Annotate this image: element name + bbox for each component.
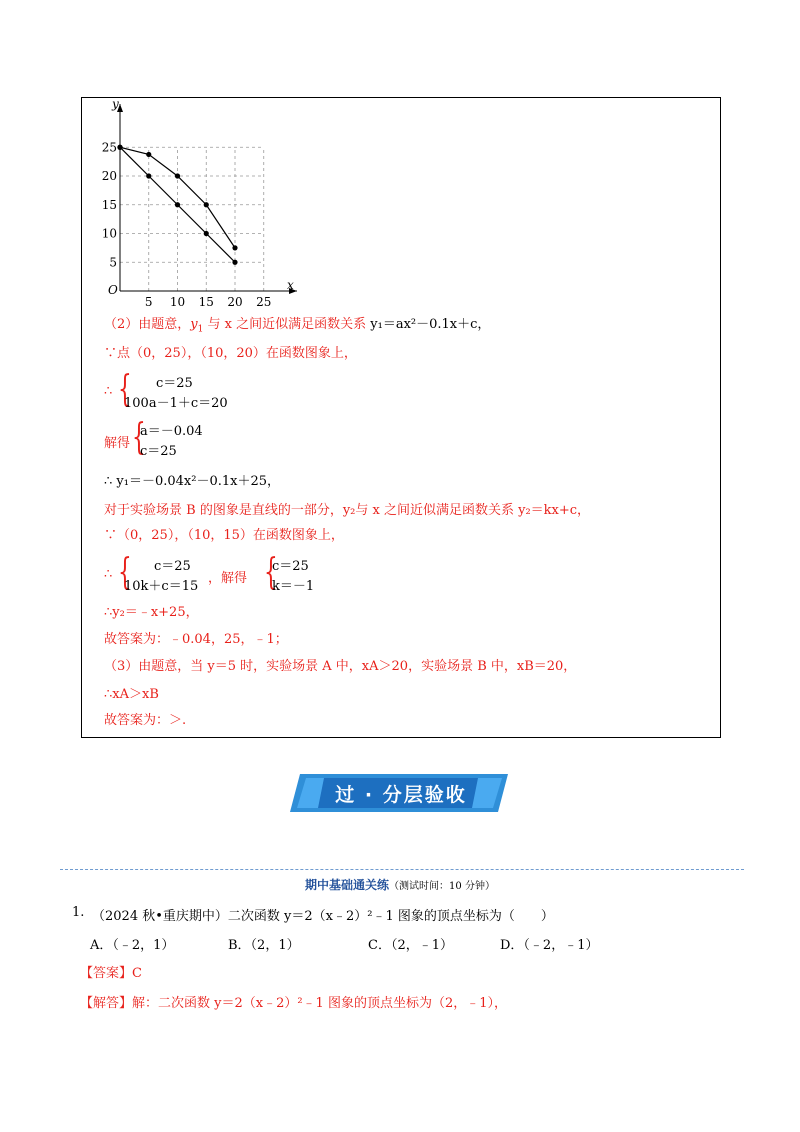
answer-line: 【答案】C bbox=[80, 966, 142, 981]
origin-label: O bbox=[108, 283, 118, 297]
solution-line-2: ∵点（0，25），（10，20）在函数图象上， bbox=[104, 346, 357, 361]
x-axis-label: x bbox=[287, 278, 294, 292]
option-c: C．（2，﹣1） bbox=[368, 938, 453, 953]
solution-line-10: 故答案为：﹣0.04，25，﹣1； bbox=[104, 632, 288, 647]
x-tick-label: 10 bbox=[169, 295, 186, 308]
y-tick-label: 25 bbox=[102, 140, 117, 155]
solution-line-1: （2）由题意，$y_1$ 与 x 之间近似满足函数关系 y₁＝ax²－0.1x＋c， bbox=[104, 317, 491, 335]
x-tick-label: 5 bbox=[144, 295, 153, 308]
solution-line-5: ∴ y₁＝－0.04x²－0.1x＋25， bbox=[104, 474, 280, 489]
x-tick-label: 20 bbox=[227, 295, 243, 308]
function-graph bbox=[102, 98, 362, 308]
data-point bbox=[204, 231, 209, 236]
section-divider bbox=[60, 869, 744, 870]
x-tick-label: 25 bbox=[256, 295, 272, 308]
solution-box: y x O 25 20 15 10 5 5 10 15 20 25 （2）由题意，$y_1$ 与 x 之间近似满足函数关系 y₁＝ax²－0.1x＋c， ∵点（0，25），（10，20）在函数图象上， ∴ { c＝25 100a－1＋c＝20 解得 { a＝－0.04 c＝25 ∴ y₁＝－0.04x²－0.1x＋25， 对于实验场景 B 的图象是直线的一部分，y₂与 x 之间近似满足函数关系 y₂＝kx+c， ∵（0，25），（10，15）在函数图象上， ∴ { c＝25 10k＋c＝15 ，解得 { c＝25 k＝－1 ∴y₂＝﹣x+25， 故答案为：﹣0.04，25，﹣1； （3）由题意，当 y＝5 时，实验场景 A 中，xA＞20，实验场景 B 中，xB＝20， ∴xA＞xB 故答案为：＞. bbox=[81, 97, 721, 738]
solution-line-7: ∵（0，25），（10，15）在函数图象上， bbox=[104, 528, 344, 543]
data-point bbox=[146, 152, 151, 157]
data-point bbox=[232, 260, 237, 265]
y-tick-label: 10 bbox=[102, 226, 117, 241]
x-tick-label: 15 bbox=[198, 295, 214, 308]
section-note: （测试时间：10 分钟） bbox=[389, 881, 495, 892]
option-d: D．（﹣2，﹣1） bbox=[500, 938, 599, 953]
solution-line-13: 故答案为：＞. bbox=[104, 713, 187, 728]
solution-line-12: ∴xA＞xB bbox=[104, 687, 159, 702]
y-axis-label: y bbox=[112, 98, 119, 111]
data-point bbox=[117, 145, 122, 150]
solution-line-9: ∴y₂＝﹣x+25， bbox=[104, 605, 199, 620]
system-3: ∴ { c＝25 10k＋c＝15 ，解得 { c＝25 k＝－1 bbox=[104, 552, 315, 594]
question-number: 1. bbox=[72, 905, 85, 920]
y-tick-label: 20 bbox=[102, 169, 117, 183]
solution-line-6: 对于实验场景 B 的图象是直线的一部分，y₂与 x 之间近似满足函数关系 y₂＝kx+c， bbox=[104, 503, 591, 518]
y-tick-label: 15 bbox=[102, 197, 117, 212]
section-title: 期中基础通关练 bbox=[305, 878, 390, 892]
question-stem: （2024 秋•重庆期中）二次函数 y＝2（x﹣2）²﹣1 图象的顶点坐标为（ ） bbox=[92, 909, 554, 924]
option-b: B．（2，1） bbox=[228, 938, 300, 953]
section-banner bbox=[286, 770, 516, 816]
solution-line-11: （3）由题意，当 y＝5 时，实验场景 A 中，xA＞20，实验场景 B 中，xB＝20， bbox=[104, 659, 577, 674]
y-tick-label: 5 bbox=[109, 255, 117, 270]
banner-title: 过 · 分层验收 bbox=[335, 784, 467, 806]
option-a: A．（﹣2，1） bbox=[90, 938, 175, 953]
explanation-line: 【解答】解：二次函数 y＝2（x﹣2）²﹣1 图象的顶点坐标为（2，﹣1）， bbox=[80, 996, 508, 1011]
data-point bbox=[232, 245, 237, 250]
section-heading bbox=[0, 876, 800, 893]
data-point bbox=[175, 173, 180, 178]
data-point bbox=[204, 202, 209, 207]
data-point bbox=[175, 202, 180, 207]
data-point bbox=[146, 173, 151, 178]
